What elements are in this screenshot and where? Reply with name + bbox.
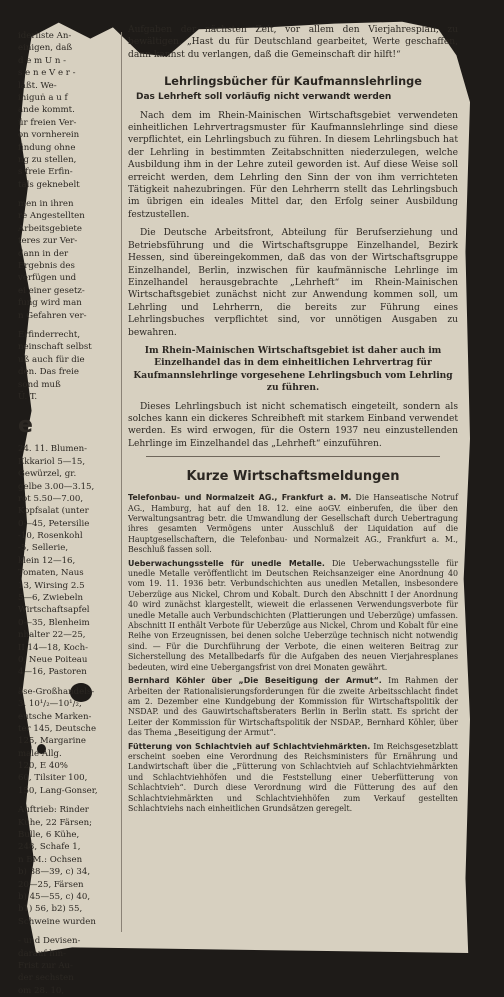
left-column-line: ande kommt.: [18, 105, 75, 116]
left-column-line: der sechsten: [18, 973, 74, 984]
left-column-line: Ekkariol 5—15,: [18, 456, 86, 467]
left-column-line: Kühe, 22 Färsen;: [18, 817, 93, 828]
article-bold-paragraph: Im Rhein-Mainischen Wirtschaftsgebiet ist daher auch im Einzelhandel das in dem einheitlichen Lehrvertrag für Kaufmannslehrlinge vorgesehene Lehrlingsbuch vom Lehrling zu führen.: [133, 344, 453, 394]
section-rule: [146, 456, 440, 457]
left-column-line: ür freien Ver-: [18, 117, 77, 128]
left-column-line: Bulle, 6 Kühe,: [18, 830, 80, 841]
left-column-line: neinschaft selbst: [18, 342, 92, 353]
left-column-line: -5, Sellerie,: [18, 543, 69, 554]
left-column-line: Ü. T.: [18, 391, 38, 402]
left-column-line: dann in der: [18, 248, 69, 259]
news-item-lead: Fütterung von Schlachtvieh auf Schlachtviehmärkten.: [128, 741, 371, 751]
left-column-line: d e m U n -: [18, 55, 67, 66]
left-column-line: ter 145, Deutsche: [18, 723, 97, 734]
left-column-line: läßt. We-: [18, 80, 57, 91]
left-column-line: b) 38—39, c) 34,: [18, 867, 91, 878]
left-column-line: men in ihren: [18, 199, 74, 210]
left-column-line: - und Devisen-: [18, 936, 81, 947]
left-column-line: 125, Margarine: [18, 736, 86, 747]
left-column-line: tals geknebelt: [18, 179, 80, 190]
article-paragraph: Dieses Lehrlingsbuch ist nicht schematisch eingeteilt, sondern als solches kann ein dickeres Schreibheft mit starkem Einband verwendet werden. Es wird erwogen, für die Ostern 1937 neu einzustellenden Lehrlinge im Einzelhandel das „Lehrheft“ einzuführen.: [128, 401, 458, 449]
left-column-line: einigen, daß: [18, 43, 73, 54]
news-item-lead: Telefonbau- und Normalzeit AG., Frankfurt a. M.: [128, 493, 352, 503]
left-column-line: darauf hin-: [18, 948, 67, 959]
news-section-headline: Kurze Wirtschaftsmeldungen: [186, 469, 400, 485]
left-column-line: b) 45—55, c) 40,: [18, 892, 91, 902]
left-column-line: 24. 11. Blumen-: [18, 444, 88, 455]
left-column-line: re Angestellten: [18, 211, 85, 222]
left-column-line: -10, Rosenkohl: [18, 531, 83, 542]
left-column-line: Erfinderrecht,: [18, 329, 81, 340]
left-column-line: rot 5.50—7.00,: [18, 493, 84, 504]
left-column-line: n BM.: Ochsen: [18, 854, 83, 865]
left-column-line: 150, Lang-Gonser,: [18, 785, 98, 796]
left-column-line: ng zu stellen,: [18, 154, 77, 165]
left-column-devisen: [18, 935, 118, 997]
left-column-line: Frist zur Au-: [18, 960, 73, 971]
left-column-line: klein 12—16,: [18, 555, 76, 566]
left-column-line: Tomaten, Naus: [18, 568, 84, 579]
news-item-text: Die Ueberwachungsstelle für unedle Metalle veröffentlicht im Deutschen Reichsanzeiger eine Anordnung 40 vom 19. 11. 1936 betr. Verbundschichten aus unedlen Metallen, insbesondere Ueberzüge aus Nickel, Chrom und Kobalt. Durch den Abschnitt I der Anordnung 40 wird zunächst klargestellt, wieweit die erlassenen Verwendungsverbote für unedle Metalle auch Verbundschichten (Plattierungen und Ueberzüge) umfassen. Abschnitt II enthält Verbote für Ueberzüge aus Nickel, Chrom und Kobalt für eine Reihe von Erzeugnissen, bei denen solche Ueberzüge technisch nicht notwendig sind. — Für die Durchführung der Verbote, die einen weiteren Beitrag zur Sicherstellung des Metallbedarfs für die Aufgaben des neuen Vierjahresplanes bedeuten, wird eine Uebergangsfrist von drei Monaten gewährt.: [128, 558, 458, 672]
section-initial: e: [18, 413, 33, 439]
left-column-line: fung wird man: [18, 298, 82, 309]
intro-paragraph: Aufgaben der nächsten Zeit, vor allem den Vierjahresplan, zu bewältigen. „Hast du für Deutschland gearbeitet, Werte geschaffen, dann kannst du verlangen, daß die Gemeinschaft dir hilft!“: [128, 25, 458, 60]
left-column-line: n Gefahren ver-: [18, 310, 87, 321]
left-column-line: gelbe 3.00—3.15,: [18, 481, 95, 492]
left-column-line: male Allg.: [18, 748, 62, 759]
left-column-line: 20—25, Färsen: [18, 879, 84, 890]
left-column-line: 0—35, Blenheim: [18, 617, 90, 628]
left-column-line: Schweine wurden: [18, 916, 96, 927]
news-item-lead: Ueberwachungsstelle für unedle Metalle.: [128, 558, 325, 568]
left-column-line: findung ohne: [18, 142, 76, 153]
news-item-lead: Bernhard Köhler über „Die Beseitigung der Armut“.: [128, 676, 382, 686]
left-column-line: Ergebnis des: [18, 261, 75, 272]
left-column-cheese-prices: [18, 686, 118, 798]
news-item-text: Im Rahmen der Arbeiten der Rationalisierungsforderungen für die zweite Arbeitsschlacht findet am 2. Dezember eine Kundgebung der Kommission für Wirtschaftspolitik der NSDAP. und des Gauwirtschaftsberaters Berlin in Berlin statt. Es spricht der Leiter der Kommission für Wirtschaftspolitik der NSDAP., Bernhard Köhler, über das Thema „Beseitigung der Armut“.: [128, 676, 458, 738]
left-column-block-c: [18, 329, 118, 403]
left-column-line: iderliste An-: [18, 31, 72, 41]
left-column-line: 3, 10¹/₂—10¹/₂,: [18, 699, 82, 710]
left-column-line: s freie Erfin-: [18, 167, 73, 178]
left-column-line: 0—45, Petersilie: [18, 518, 90, 529]
left-column-line: Auftrieb: Rinder: [18, 805, 89, 816]
left-column: [18, 30, 118, 996]
right-column: [128, 24, 458, 954]
news-item: [128, 493, 458, 555]
left-column-block-b: [18, 198, 118, 322]
left-column-line: 4—16, Pastoren: [18, 667, 87, 678]
left-column-line: sond muß: [18, 379, 61, 390]
article-paragraph: Die Deutsche Arbeitsfront, Abteilung für Berufserziehung und Betriebsführung und die Wirtschaftsgruppe Einzelhandel, Bezirk Hessen, sind übereingekommen, daß das von der Wirtschaftsgruppe Einzelhandel, Berlin, inzwischen für kaufmännische Lehrlinge im Einzelhandel herausgebrachte „Lehrheft“ im Rhein-Mainischen Wirtschaftsgebiet zunächst nicht zur Anwendung kommen soll, um Lehrling und Lehrherrn, die bereits zur Führung eines Lehrlingsbuches verpflichtet sind, vor unnötigen Ausgaben zu bewahren.: [128, 228, 458, 338]
left-column-line: 0, Neue Poiteau: [18, 654, 88, 665]
left-column-line: äse-Großhandels-: [18, 686, 95, 697]
left-column-line: 248, Schafe 1,: [18, 842, 81, 853]
left-column-line: Arbeitsgebiete: [18, 223, 82, 234]
left-column-line: Gewürzel, gr.: [18, 469, 77, 480]
left-column-line: s e n e V e r -: [18, 68, 76, 79]
left-column-line: 120, E 40%: [18, 761, 68, 772]
left-column-line: uß auch für die: [18, 354, 85, 365]
article-subheadline: Das Lehrheft soll vorläufig nicht verwandt werden: [136, 92, 392, 103]
left-column-line: Kopfsalat (unter: [18, 506, 89, 517]
news-item: [128, 742, 458, 815]
left-column-market-prices: [18, 443, 118, 678]
left-column-line: Wirtschaftsapfel: [18, 605, 90, 616]
left-column-line: on vornherein: [18, 130, 80, 141]
left-column-line: eutsche Marken-: [18, 711, 92, 722]
left-column-line: iniguṅ a u f: [18, 92, 68, 103]
left-column-line: b1) 56, b2) 55,: [18, 904, 83, 915]
article-headline: Lehrlingsbücher für Kaufmannslehrlinge: [164, 75, 422, 89]
column-divider: [121, 32, 122, 932]
news-item: [128, 676, 458, 738]
left-column-line: II 14—18, Koch-: [18, 642, 89, 653]
news-item: [128, 559, 458, 673]
article-paragraph: Nach dem im Rhein-Mainischen Wirtschaftsgebiet verwendeten einheitlichen Lehrvertragsmuster für Kaufmannslehrlinge sind diese verpflichtet, ein Lehrlingsbuch zu führen. In diesem Lehrlingsbuch hat der Lehrling in bestimmten Zeitabschnitten niederzulegen, welche Ausbildung ihm in der Lehre zuteil geworden ist. Auf diese Weise soll erreicht werden, dem Lehrling den Sinn der von ihm verrichteten Tätigkeit nahezubringen. Für den Lehrherrn stellt das Lehrlingsbuch im übrigen ein ideales Mittel dar, den Erfolg seiner Ausbildung festzustellen.: [128, 110, 458, 220]
left-column-line: verfügen und: [18, 273, 77, 284]
left-column-line: 60, Tilsiter 100,: [18, 773, 88, 784]
left-column-line: om 28. 10,: [18, 985, 65, 996]
news-item-text: Die Hanseatische Notruf AG., Hamburg, hat auf den 18. 12. eine aoGV. einberufen, die über den Verwaltungsantrag betr. die Umwandlung der Gesellschaft durch Uebertragung ihres gesamten Vermögens unter Ausschluß der Liquidation auf die Hauptgesellschaftern, die Telefonbau- und Normalzeit AG., Frankfurt a. M., Beschluß fassen soll.: [128, 493, 458, 555]
news-item-text: Im Reichsgesetzblatt erscheint soeben eine Verordnung des Reichsministers für Ernährung und Landwirtschaft über die „Fütterung von Schlachtvieh auf Schlachtviehmärkten und Schlachtviehhöfen und die Feststellung einer Ueberfütterung von Schlachtvieh“. Durch diese Verordnung wird die Fütterung des auf den Schlachtviehmärkten und Schlachtviehhöfen zum Verkauf gestellten Schlachtviehs nach einheitlichen Grundsätzen geregelt.: [128, 741, 458, 813]
left-column-line: 13, Wirsing 2.5: [18, 580, 85, 591]
left-column-line: ei einer gesetz-: [18, 285, 85, 296]
left-column-block-a: [18, 30, 118, 191]
left-column-line: den. Das freie: [18, 367, 79, 378]
left-column-line: teres zur Ver-: [18, 236, 78, 247]
left-column-livestock: [18, 804, 118, 928]
left-column-line: nhalter 22—25,: [18, 630, 86, 641]
left-column-line: 5—6, Zwiebeln: [18, 593, 84, 604]
